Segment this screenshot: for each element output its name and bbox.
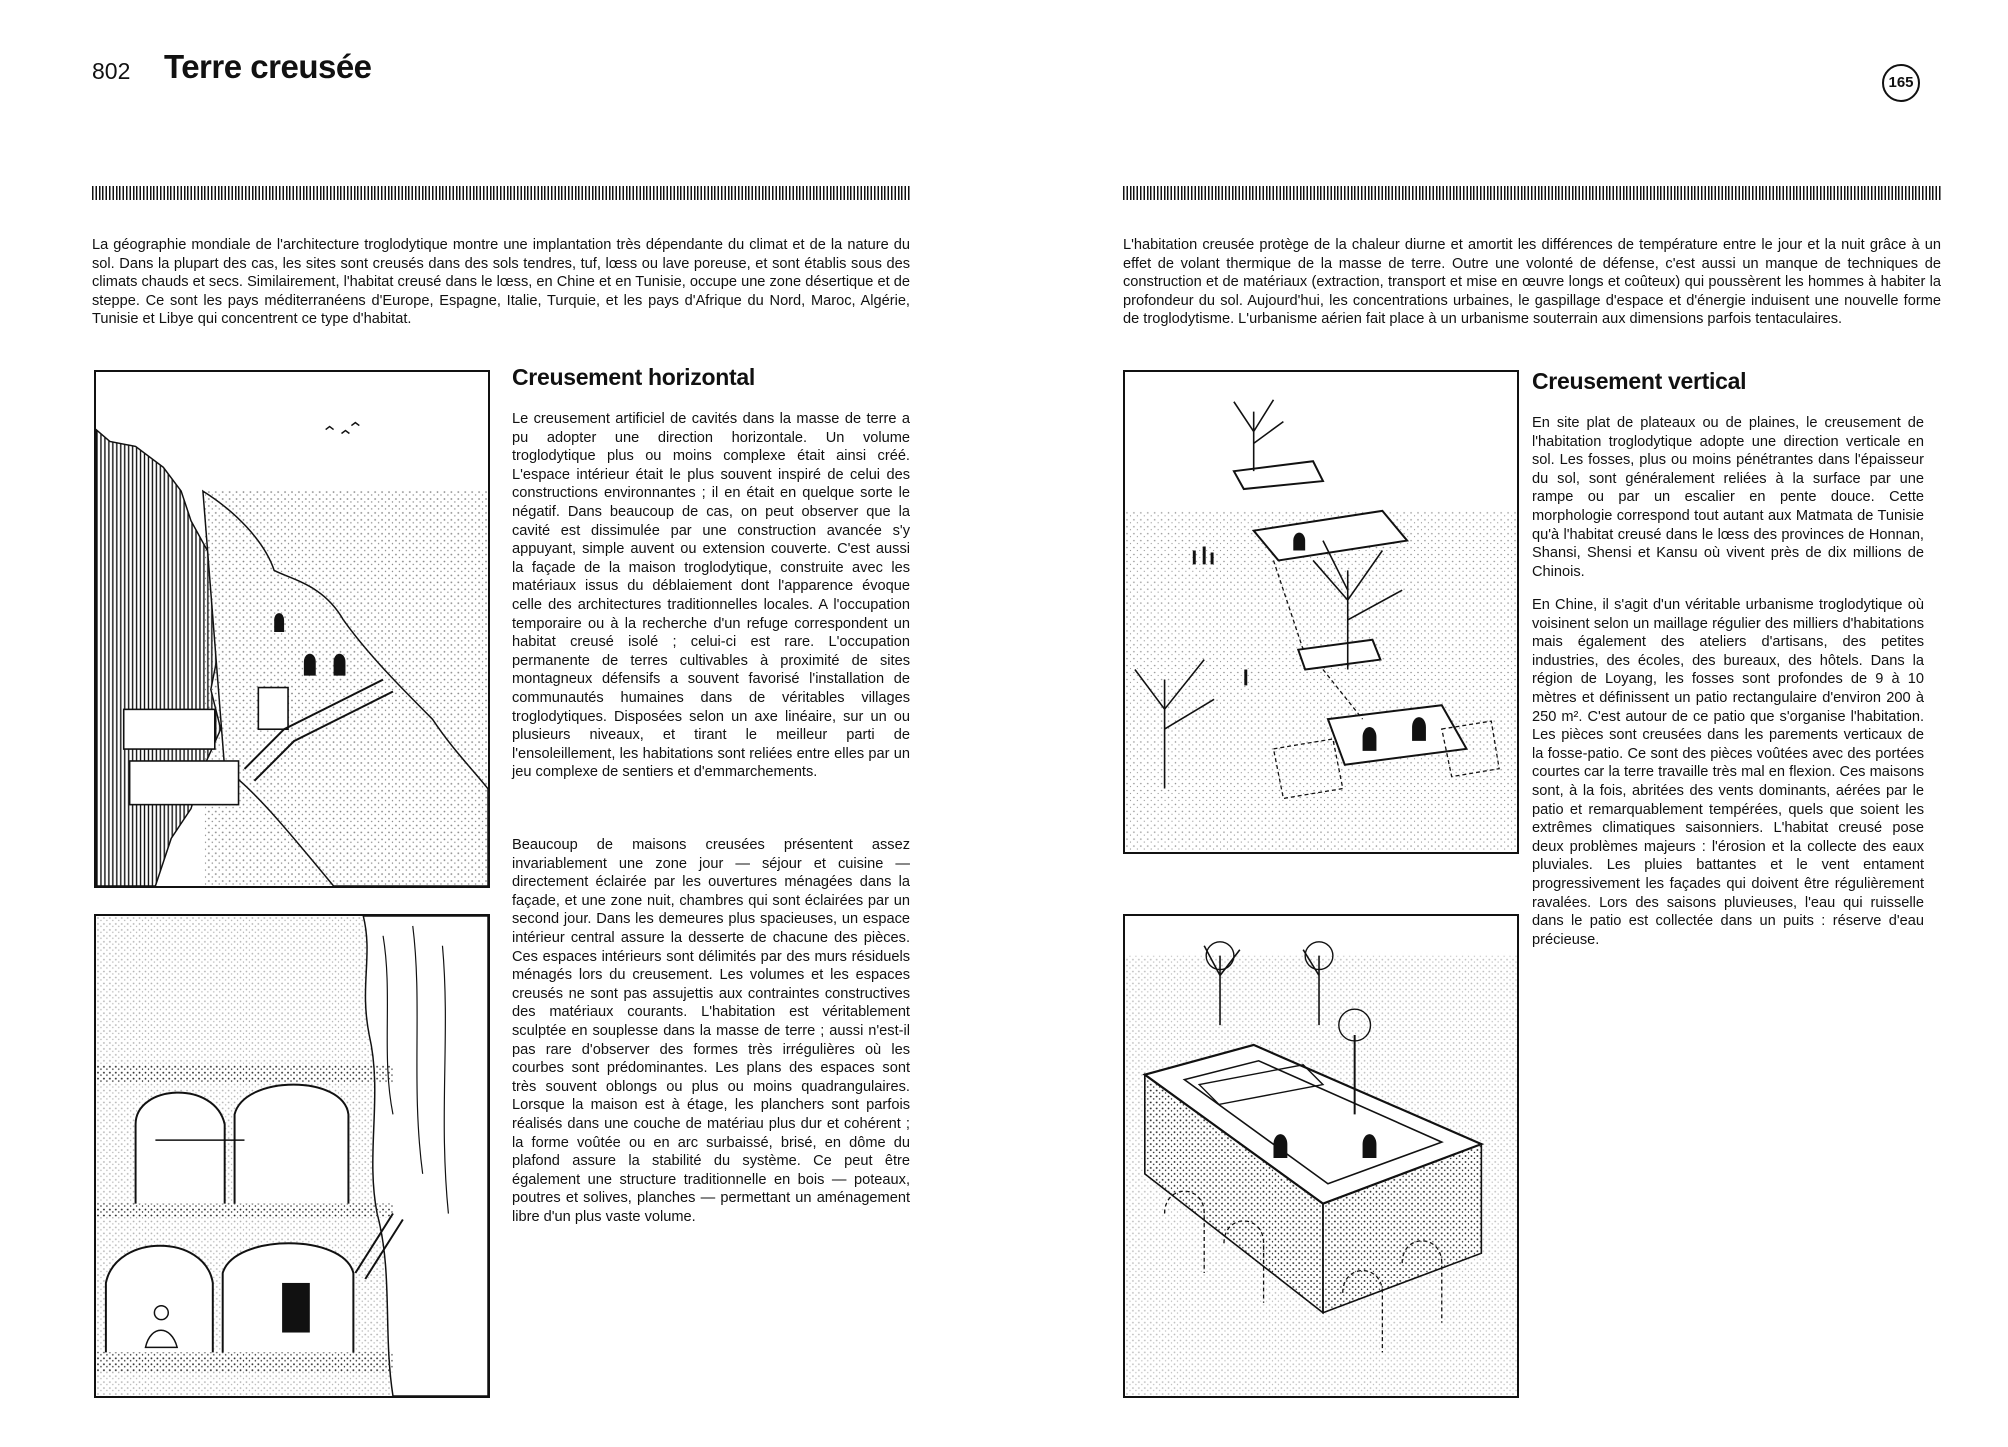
horizontal-paragraph-1: Le creusement artificiel de cavités dans la masse de terre a pu adopter une direction horizontale. Un volume troglodytique plus ou moins complexe était ainsi créé. L'espace intérieur était le plus souvent inspiré de celui des constructions environnantes ; il en était en quelque sorte le négatif. Dans beaucoup de cas, on peut observer que la cavité est dissimulée par une construction avancée s'y appuyant, simple auvent ou extension couverte. C'est aussi la façade de la maison troglodytique, construite avec les matériaux issus du déblaiement dont l'apparence évoque celle des architectures traditionnelles locales. A l'occupation temporaire ou à la recherche d'un refuge correspondent un habitat creusé isolé ; celui-ci est rare. L'occupation permanente de terres cultivables à proximité de sites montagneux défensifs a souvent favorisé l'installation de communautés humaines dans de véritables villages troglodytiques. Disposées selon un axe linéaire, sur un ou plusieurs niveaux, et tirant le meilleur parti de l'ensoleillement, les habitations sont reliées entre elles par un jeu complexe de sentiers et d'emmarchements. <box>512 411 910 781</box>
hatched-rule-right <box>1123 186 1941 200</box>
page-title: Terre creusée <box>164 48 372 85</box>
right-intro-paragraph: L'habitation creusée protège de la chaleur diurne et amortit les différences de température entre le jour et la nuit grâce à un effet de volant thermique de la masse de terre. Outre une volonté de défense, c'est aussi un manque de techniques de construction et de matériaux (extraction, transport et mise en œuvre longs et coûteux) qui poussèrent les hommes à habiter la profondeur du sol. Aujourd'hui, les concentrations urbaines, le gaspillage d'espace et d'énergie induisent une nouvelle forme de troglodytisme. L'urbanisme aérien fait place à un urbanisme souterrain aux dimensions parfois tentaculaires. <box>1123 237 1941 328</box>
vertical-paragraph-2: En Chine, il s'agit d'un véritable urbanisme troglodytique où voisinent selon un maillage régulier des milliers d'habitations mais également des ateliers d'artisans, des petites industries, des écoles, des bureaux, des hôtels. Dans la région de Loyang, les fosses sont profondes de 9 à 10 mètres et définissent un patio rectangulaire d'environ 200 à 250 m². C'est autour de ce patio que s'organise l'habitation. Les pièces sont creusées dans les parements verticaux de la fosse-patio. Ce sont des pièces voûtées avec des portées courtes car la terre travaille très mal en flexion. Ces maisons sont, à la fois, abritées des vents dominants, aérées par le patio et remarquablement tempérées, quels que soient les extrêmes climatiques saisonniers. L'habitat creusé pose deux problèmes majeurs : l'érosion et la collecte des eaux pluviales. Les pluies battantes et le vent entament progressivement les façades qui doivent être régulièrement ravalées. Lors des saisons pluvieuses, l'eau qui ruisselle dans le patio est collectée dans un puits : réserve d'eau précieuse. <box>1532 597 1924 948</box>
horizontal-paragraph-2: Beaucoup de maisons creusées présentent assez invariablement une zone jour — séjour et cuisine — directement éclairée par les ouvertures ménagées dans la façade, et une zone nuit, chambres qui sont éclairées par un second jour. Dans les demeures plus spacieuses, un espace intérieur central assure la desserte de chacune des pièces. Ces espaces intérieurs sont délimités par des murs résiduels ménagés lors du creusement. Les volumes et les espaces creusés ne sont pas assujettis aux contraintes constructives des matériaux courants. L'habitation est véritablement sculptée en souplesse dans la masse de terre ; aussi n'est-il pas rare d'observer des formes très irrégulières où les courbes sont prédominantes. Les plans des espaces sont très souvent oblongs ou plus ou moins quadrangulaires. Lorsque la maison est à étage, les planchers sont parfois réalisés dans une couche de matériau plus dur et cohérent ; la forme voûtée ou en arc surbaissé, brisé, en dôme du plafond assure la stabilité du système. Ce peut être également une structure traditionnelle en bois — poteaux, poutres et solives, planches — permettant un aménagement libre d'un plus vaste volume. <box>512 837 910 1225</box>
illustration-cave-interior-section <box>94 914 490 1398</box>
left-intro-paragraph: La géographie mondiale de l'architecture troglodytique montre une implantation très dépendante du climat et de la nature du sol. Dans la plupart des cas, les sites sont creusés dans des sols tendres, tuf, lœss ou lave poreuse, et sont établis sous des climats chauds et secs. Similairement, l'habitat creusé dans le lœss, en Chine et en Tunisie, occupe une zone désertique et de steppe. Ce sont les pays méditerranéens d'Europe, Espagne, Italie, Turquie, et les pays d'Afrique du Nord, Maroc, Algérie, Tunisie et Libye qui concentrent ce type d'habitat. <box>92 237 910 328</box>
illustration-sunken-courtyards <box>1123 370 1519 854</box>
illustration-patio-house-axonometric <box>1123 914 1519 1398</box>
illustration-cliff-dwellings <box>94 370 490 888</box>
hatched-rule-left <box>92 186 910 200</box>
page-number: 802 <box>92 58 131 84</box>
section-title-vertical: Creusement vertical <box>1532 368 1747 394</box>
vertical-paragraph-1: En site plat de plateaux ou de plaines, le creusement de l'habitation troglodytique adopte une direction verticale en sol. Les fosses, plus ou moins pénétrantes dans l'épaisseur du sol, sont généralement reliées à la surface par une rampe ou par un escalier en pente douce. Cette morphologie correspond tout autant aux Matmata de Tunisie qu'à l'habitat creusé dans le lœss des provinces de Honnan, Shansi, Shensi et Kansu où vivent près de dix millions de Chinois. <box>1532 415 1924 580</box>
section-title-horizontal: Creusement horizontal <box>512 364 755 390</box>
chapter-badge: 165 <box>1882 64 1920 102</box>
